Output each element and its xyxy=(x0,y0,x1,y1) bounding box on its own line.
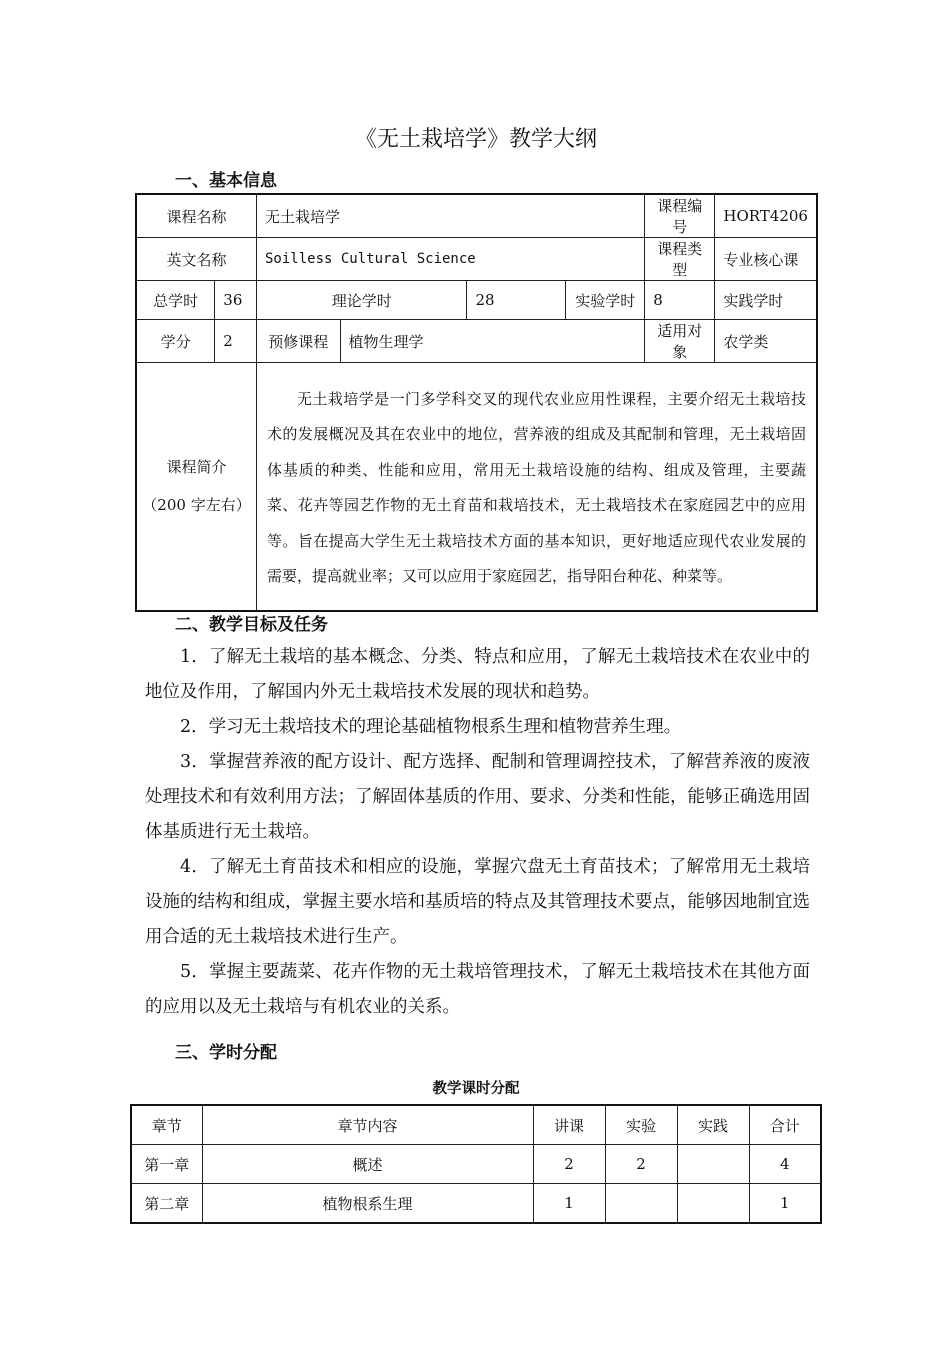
section-heading-basic-info: 一、基本信息 xyxy=(175,171,277,191)
course-name-label: 课程名称 xyxy=(136,194,257,238)
document-title: 《无土栽培学》教学大纲 xyxy=(354,127,597,152)
prereq-value: 植物生理学 xyxy=(340,320,645,363)
info-row-intro xyxy=(136,363,817,611)
english-name-label: 英文名称 xyxy=(136,238,257,281)
table-cell: 2 xyxy=(533,1145,605,1184)
table-row xyxy=(131,1184,821,1224)
table-row xyxy=(131,1145,821,1184)
course-code-label: 课程编号 xyxy=(645,194,715,238)
header-cell: 讲课 xyxy=(533,1105,605,1145)
objective-item: 3．掌握营养液的配方设计、配方选择、配制和管理调控技术，了解营养液的废液处理技术和有效利用方法；了解固体基质的作用、要求、分类和性能，能够正确选用固体基质进行无土栽培。 xyxy=(145,752,810,842)
table-cell xyxy=(677,1145,749,1184)
audience-value: 农学类 xyxy=(715,320,817,363)
lab-hours-value: 8 xyxy=(645,281,715,320)
prereq-label: 预修课程 xyxy=(257,320,341,363)
info-row-hours xyxy=(136,281,817,320)
header-cell: 章节 xyxy=(131,1105,202,1145)
table-cell: 4 xyxy=(749,1145,821,1184)
practice-hours-cell xyxy=(715,281,817,320)
total-hours-value: 36 xyxy=(215,281,257,320)
intro-label: 课程简介 xyxy=(166,458,227,477)
table-cell xyxy=(605,1184,677,1224)
header-cell: 实践 xyxy=(677,1105,749,1145)
theory-hours-value: 28 xyxy=(467,281,566,320)
table-cell: 概述 xyxy=(202,1145,533,1184)
table-cell: 2 xyxy=(605,1145,677,1184)
hours-table-header xyxy=(131,1105,821,1145)
hours-table xyxy=(130,1104,822,1224)
section-heading-hours: 三、学时分配 xyxy=(175,1043,277,1063)
objectives-list xyxy=(145,640,810,1025)
course-type-value: 专业核心课 xyxy=(715,238,817,281)
english-name-value: Soilless Cultural Science xyxy=(257,238,645,281)
course-type-label: 课程类型 xyxy=(645,238,715,281)
intro-text: 无土栽培学是一门多学科交叉的现代农业应用性课程，主要介绍无土栽培技术的发展概况及其在农业中的地位，营养液的组成及其配制和管理，无土栽培固体基质的种类、性能和应用，常用无土栽培设施的结构、组成及管理，主要蔬菜、花卉等园艺作物的无土育苗和栽培技术，无土栽培技术在家庭园艺中的应用等。旨在提高大学生无土栽培技术方面的基本知识，更好地适应现代农业发展的需要，提高就业率；又可以应用于家庭园艺，指导阳台种花、种菜等。 xyxy=(257,363,818,611)
hours-table-caption: 教学课时分配 xyxy=(432,1081,520,1097)
lab-hours-label: 实验学时 xyxy=(566,281,645,320)
table-cell xyxy=(677,1184,749,1224)
total-hours-label: 总学时 xyxy=(136,281,215,320)
course-name-value: 无土栽培学 xyxy=(257,194,645,238)
course-code-value: HORT4206 xyxy=(715,194,817,238)
credits-label: 学分 xyxy=(136,320,215,363)
table-cell: 植物根系生理 xyxy=(202,1184,533,1224)
practice-hours-label: 实践学时 xyxy=(723,291,784,310)
info-row-course-name xyxy=(136,194,817,238)
intro-label-cell xyxy=(136,363,257,611)
header-cell: 实验 xyxy=(605,1105,677,1145)
theory-hours-label: 理论学时 xyxy=(257,281,467,320)
table-cell: 第一章 xyxy=(131,1145,202,1184)
header-cell: 章节内容 xyxy=(202,1105,533,1145)
audience-label: 适用对象 xyxy=(645,320,715,363)
table-cell: 1 xyxy=(533,1184,605,1224)
objective-item: 2．学习无土栽培技术的理论基础植物根系生理和植物营养生理。 xyxy=(180,717,682,737)
objective-item: 1．了解无土栽培的基本概念、分类、特点和应用，了解无土栽培技术在农业中的地位及作用，了解国内外无土栽培技术发展的现状和趋势。 xyxy=(145,647,810,702)
header-cell: 合计 xyxy=(749,1105,821,1145)
credits-value: 2 xyxy=(215,320,257,363)
info-row-credits xyxy=(136,320,817,363)
table-cell: 1 xyxy=(749,1184,821,1224)
table-cell: 第二章 xyxy=(131,1184,202,1224)
section-heading-objectives: 二、教学目标及任务 xyxy=(175,615,328,635)
objective-item: 4．了解无土育苗技术和相应的设施，掌握穴盘无土育苗技术；了解常用无土栽培设施的结构和组成，掌握主要水培和基质培的特点及其管理技术要点，能够因地制宜选用合适的无土栽培技术进行生产。 xyxy=(145,857,810,947)
intro-sublabel: （200 字左右） xyxy=(142,496,251,515)
info-row-english-name xyxy=(136,238,817,281)
objective-item: 5．掌握主要蔬菜、花卉作物的无土栽培管理技术，了解无土栽培技术在其他方面的应用以及无土栽培与有机农业的关系。 xyxy=(145,962,810,1017)
basic-info-table xyxy=(135,193,818,612)
